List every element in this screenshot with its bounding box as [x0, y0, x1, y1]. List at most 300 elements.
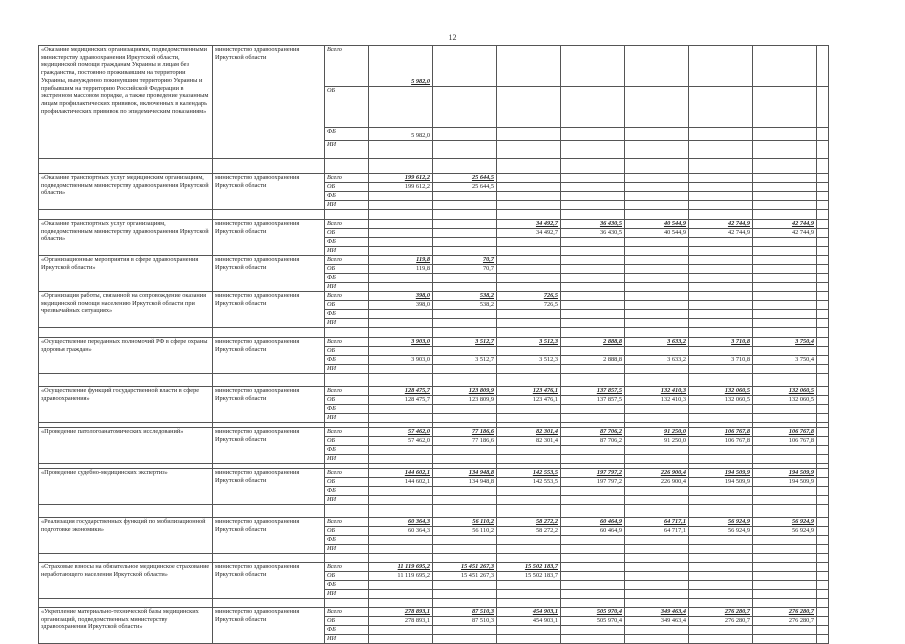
funding-source: ОБ [325, 617, 369, 626]
amount-cell: 197 797,2 [561, 478, 625, 487]
spacer-cell [561, 159, 625, 174]
amount-cell [433, 365, 497, 374]
funding-source: ИИ [325, 414, 369, 423]
funding-source: ИИ [325, 365, 369, 374]
amount-cell [497, 581, 561, 590]
edge-cell [817, 274, 829, 283]
amount-cell [753, 414, 817, 423]
edge-cell [817, 608, 829, 617]
amount-cell [561, 283, 625, 292]
edge-cell [817, 229, 829, 238]
amount-cell [369, 220, 433, 229]
amount-cell: 3 903,0 [369, 338, 433, 347]
amount-cell [753, 192, 817, 201]
spacer-cell [369, 328, 433, 338]
amount-cell: 91 250,0 [625, 428, 689, 437]
amount-cell [433, 46, 497, 87]
amount-cell: 132 060,5 [689, 387, 753, 396]
responsible-organization: министерство здравоохранения Иркутской области [213, 338, 325, 374]
amount-cell [561, 265, 625, 274]
amount-cell [561, 626, 625, 635]
spacer-cell [753, 159, 817, 174]
spacer-cell [433, 505, 497, 518]
amount-cell: 132 060,5 [753, 387, 817, 396]
amount-cell [497, 256, 561, 265]
amount-cell: 82 301,4 [497, 437, 561, 446]
amount-cell: 134 948,8 [433, 478, 497, 487]
spacer-cell [213, 599, 325, 608]
amount-cell [689, 581, 753, 590]
funding-source: Всего [325, 608, 369, 617]
spacer-row [39, 374, 829, 387]
edge-cell [817, 347, 829, 356]
funding-source: Всего [325, 220, 369, 229]
amount-cell [433, 141, 497, 159]
amount-cell [369, 405, 433, 414]
amount-cell [753, 283, 817, 292]
amount-cell [433, 87, 497, 128]
amount-cell [369, 536, 433, 545]
spacer-cell [213, 374, 325, 387]
edge-cell [817, 310, 829, 319]
amount-cell [689, 238, 753, 247]
amount-cell [625, 256, 689, 265]
amount-cell [689, 455, 753, 464]
responsible-organization: министерство здравоохранения Иркутской области [213, 428, 325, 464]
amount-cell [625, 201, 689, 210]
amount-cell [497, 405, 561, 414]
amount-cell: 106 767,8 [689, 437, 753, 446]
amount-cell [625, 347, 689, 356]
amount-cell: 505 970,4 [561, 617, 625, 626]
measure-description: «Осуществление переданных полномочий РФ в сфере охраны здоровья граждан» [39, 338, 213, 374]
amount-cell [561, 405, 625, 414]
responsible-organization: министерство здравоохранения Иркутской области [213, 469, 325, 505]
spacer-cell [561, 554, 625, 563]
spacer-cell [689, 554, 753, 563]
amount-cell [433, 201, 497, 210]
amount-cell [753, 292, 817, 301]
amount-cell [433, 238, 497, 247]
amount-cell [625, 563, 689, 572]
amount-cell: 119,8 [369, 265, 433, 274]
amount-cell [561, 572, 625, 581]
edge-cell [817, 174, 829, 183]
edge-cell [817, 635, 829, 644]
amount-cell: 106 767,8 [753, 428, 817, 437]
measure-description: «Оказание транспортных услуг организациям, подведомственным министерству здравоохранения Иркутской области» [39, 220, 213, 256]
amount-cell [433, 545, 497, 554]
amount-cell [625, 283, 689, 292]
funding-source: ОБ [325, 396, 369, 405]
amount-cell [625, 274, 689, 283]
amount-cell [625, 301, 689, 310]
spacer-cell [39, 374, 213, 387]
amount-cell: 398,0 [369, 292, 433, 301]
spacer-cell [817, 159, 829, 174]
spacer-cell [433, 554, 497, 563]
amount-cell [753, 238, 817, 247]
amount-cell: 3 633,2 [625, 338, 689, 347]
edge-cell [817, 387, 829, 396]
edge-cell [817, 572, 829, 581]
amount-cell [369, 201, 433, 210]
amount-cell: 226 900,4 [625, 469, 689, 478]
amount-cell [561, 174, 625, 183]
amount-cell [561, 310, 625, 319]
amount-cell: 276 280,7 [689, 617, 753, 626]
amount-cell [753, 572, 817, 581]
amount-cell: 70,7 [433, 256, 497, 265]
amount-cell [625, 141, 689, 159]
spacer-row [39, 210, 829, 220]
amount-cell [753, 590, 817, 599]
funding-table [38, 45, 829, 644]
amount-cell [753, 141, 817, 159]
spacer-cell [625, 599, 689, 608]
spacer-cell [561, 599, 625, 608]
spacer-cell [561, 505, 625, 518]
funding-source: Всего [325, 256, 369, 265]
amount-cell [369, 247, 433, 256]
table-row [39, 46, 829, 87]
funding-source: ФБ [325, 238, 369, 247]
amount-cell: 3 633,2 [625, 356, 689, 365]
spacer-cell [325, 599, 369, 608]
amount-cell [753, 201, 817, 210]
amount-cell [369, 192, 433, 201]
amount-cell: 349 463,4 [625, 617, 689, 626]
amount-cell [625, 192, 689, 201]
amount-cell [625, 265, 689, 274]
page-number: 12 [448, 33, 457, 42]
edge-cell [817, 581, 829, 590]
amount-cell [625, 536, 689, 545]
amount-cell [753, 310, 817, 319]
amount-cell [689, 192, 753, 201]
amount-cell [625, 487, 689, 496]
funding-source: Всего [325, 469, 369, 478]
edge-cell [817, 626, 829, 635]
funding-source: Всего [325, 563, 369, 572]
amount-cell [753, 301, 817, 310]
amount-cell: 77 186,6 [433, 437, 497, 446]
amount-cell [689, 292, 753, 301]
spacer-cell [689, 210, 753, 220]
amount-cell: 2 888,8 [561, 356, 625, 365]
amount-cell: 726,5 [497, 292, 561, 301]
amount-cell: 87 706,2 [561, 437, 625, 446]
amount-cell: 538,2 [433, 301, 497, 310]
spacer-cell [433, 210, 497, 220]
edge-cell [817, 87, 829, 128]
amount-cell [753, 405, 817, 414]
funding-source: ФБ [325, 274, 369, 283]
amount-cell [625, 635, 689, 644]
spacer-cell [369, 554, 433, 563]
amount-cell [497, 265, 561, 274]
spacer-cell [561, 374, 625, 387]
spacer-cell [325, 328, 369, 338]
amount-cell [497, 247, 561, 256]
amount-cell [689, 414, 753, 423]
amount-cell [369, 274, 433, 283]
amount-cell: 454 903,1 [497, 608, 561, 617]
amount-cell [433, 319, 497, 328]
funding-source: ИИ [325, 545, 369, 554]
amount-cell: 132 060,5 [689, 396, 753, 405]
funding-source: ИИ [325, 201, 369, 210]
spacer-cell [817, 328, 829, 338]
amount-cell [689, 87, 753, 128]
table-row [39, 292, 829, 301]
spacer-cell [817, 554, 829, 563]
amount-cell: 87 706,2 [561, 428, 625, 437]
funding-source: Всего [325, 174, 369, 183]
amount-cell [753, 455, 817, 464]
spacer-row [39, 554, 829, 563]
spacer-cell [497, 505, 561, 518]
amount-cell [753, 46, 817, 87]
amount-cell [689, 319, 753, 328]
amount-cell: 194 509,9 [753, 469, 817, 478]
spacer-cell [325, 210, 369, 220]
amount-cell [433, 414, 497, 423]
amount-cell [625, 405, 689, 414]
amount-cell: 58 272,2 [497, 527, 561, 536]
edge-cell [817, 128, 829, 141]
spacer-cell [753, 599, 817, 608]
amount-cell: 106 767,8 [689, 428, 753, 437]
amount-cell [497, 283, 561, 292]
amount-cell [369, 365, 433, 374]
spacer-cell [753, 374, 817, 387]
amount-cell [689, 283, 753, 292]
amount-cell: 40 544,9 [625, 220, 689, 229]
spacer-cell [325, 159, 369, 174]
amount-cell: 276 280,7 [753, 608, 817, 617]
responsible-organization: министерство здравоохранения Иркутской области [213, 387, 325, 423]
edge-cell [817, 563, 829, 572]
amount-cell [689, 310, 753, 319]
funding-source: ФБ [325, 446, 369, 455]
spacer-cell [369, 159, 433, 174]
amount-cell [625, 581, 689, 590]
spacer-cell [39, 328, 213, 338]
amount-cell: 2 888,8 [561, 338, 625, 347]
amount-cell [497, 446, 561, 455]
funding-source: ФБ [325, 536, 369, 545]
amount-cell [497, 365, 561, 374]
spacer-cell [369, 599, 433, 608]
spacer-row [39, 159, 829, 174]
amount-cell: 56 110,2 [433, 527, 497, 536]
amount-cell: 3 512,3 [497, 356, 561, 365]
spacer-cell [689, 374, 753, 387]
amount-cell [689, 201, 753, 210]
funding-source: Всего [325, 387, 369, 396]
amount-cell: 36 430,5 [561, 229, 625, 238]
measure-description: «Страховые взносы на обязательное медицинское страхование неработающего населения Иркутской области» [39, 563, 213, 599]
amount-cell [497, 310, 561, 319]
spacer-cell [39, 554, 213, 563]
spacer-cell [753, 554, 817, 563]
amount-cell [497, 487, 561, 496]
amount-cell [689, 141, 753, 159]
spacer-cell [39, 505, 213, 518]
amount-cell [433, 536, 497, 545]
amount-cell [369, 141, 433, 159]
amount-cell: 123 809,9 [433, 387, 497, 396]
amount-cell [753, 274, 817, 283]
amount-cell [497, 626, 561, 635]
edge-cell [817, 428, 829, 437]
amount-cell: 349 463,4 [625, 608, 689, 617]
amount-cell [369, 414, 433, 423]
amount-cell: 5 982,0 [369, 128, 433, 141]
amount-cell [433, 626, 497, 635]
funding-source: ФБ [325, 356, 369, 365]
edge-cell [817, 545, 829, 554]
amount-cell [689, 265, 753, 274]
edge-cell [817, 405, 829, 414]
spacer-cell [561, 328, 625, 338]
table-row [39, 563, 829, 572]
funding-source: ИИ [325, 496, 369, 505]
amount-cell [433, 310, 497, 319]
funding-source: ОБ [325, 229, 369, 238]
amount-cell [753, 536, 817, 545]
amount-cell [689, 365, 753, 374]
measure-description: «Организационные мероприятия в сфере здравоохранения Иркутской области» [39, 256, 213, 292]
amount-cell: 505 970,4 [561, 608, 625, 617]
spacer-cell [625, 210, 689, 220]
amount-cell [753, 496, 817, 505]
spacer-cell [817, 374, 829, 387]
funding-source: ИИ [325, 590, 369, 599]
amount-cell [497, 536, 561, 545]
spacer-cell [497, 599, 561, 608]
amount-cell [689, 46, 753, 87]
amount-cell: 194 509,9 [753, 478, 817, 487]
amount-cell [497, 347, 561, 356]
funding-source: Всего [325, 338, 369, 347]
amount-cell [753, 446, 817, 455]
amount-cell: 25 644,5 [433, 174, 497, 183]
amount-cell [369, 545, 433, 554]
amount-cell [497, 414, 561, 423]
spacer-cell [753, 505, 817, 518]
responsible-organization: министерство здравоохранения Иркутской области [213, 563, 325, 599]
spacer-cell [325, 374, 369, 387]
amount-cell [561, 319, 625, 328]
amount-cell: 144 602,1 [369, 478, 433, 487]
amount-cell: 60 364,3 [369, 527, 433, 536]
amount-cell [689, 256, 753, 265]
amount-cell [753, 545, 817, 554]
amount-cell: 58 272,2 [497, 518, 561, 527]
amount-cell [561, 347, 625, 356]
amount-cell [369, 446, 433, 455]
amount-cell [561, 183, 625, 192]
responsible-organization: министерство здравоохранения Иркутской области [213, 608, 325, 644]
amount-cell: 70,7 [433, 265, 497, 274]
spacer-cell [497, 374, 561, 387]
table-row [39, 608, 829, 617]
amount-cell [433, 229, 497, 238]
amount-cell [753, 319, 817, 328]
amount-cell [369, 310, 433, 319]
amount-cell [561, 455, 625, 464]
edge-cell [817, 527, 829, 536]
amount-cell [689, 496, 753, 505]
amount-cell: 36 430,5 [561, 220, 625, 229]
spacer-cell [625, 554, 689, 563]
funding-source: Всего [325, 292, 369, 301]
spacer-cell [689, 328, 753, 338]
amount-cell [753, 265, 817, 274]
amount-cell [561, 545, 625, 554]
amount-cell: 56 924,9 [689, 527, 753, 536]
funding-source: ИИ [325, 247, 369, 256]
amount-cell [753, 247, 817, 256]
amount-cell [561, 201, 625, 210]
edge-cell [817, 319, 829, 328]
funding-source: ОБ [325, 437, 369, 446]
spacer-cell [625, 159, 689, 174]
edge-cell [817, 283, 829, 292]
amount-cell: 144 602,1 [369, 469, 433, 478]
funding-source: ФБ [325, 310, 369, 319]
spacer-cell [497, 159, 561, 174]
amount-cell: 60 464,9 [561, 527, 625, 536]
amount-cell: 106 767,8 [753, 437, 817, 446]
amount-cell [561, 292, 625, 301]
amount-cell: 40 544,9 [625, 229, 689, 238]
spacer-row [39, 328, 829, 338]
amount-cell [625, 545, 689, 554]
amount-cell [561, 635, 625, 644]
spacer-cell [369, 505, 433, 518]
spacer-cell [325, 554, 369, 563]
amount-cell: 199 612,2 [369, 174, 433, 183]
amount-cell: 15 451 267,3 [433, 572, 497, 581]
amount-cell [433, 347, 497, 356]
funding-source: ОБ [325, 478, 369, 487]
amount-cell: 132 410,3 [625, 396, 689, 405]
funding-source: ОБ [325, 265, 369, 274]
amount-cell [689, 446, 753, 455]
amount-cell [689, 247, 753, 256]
measure-description: «Оказание медицинских организациями, подведомственными министерству здравоохранения Иркутской области, медицинской помощи гражданам Украины и лицам без гражданства, постоянно проживавшим на территории Украины, вынужденно покинувшим территорию Украины и прибывшим на территорию Российской Федерации в экстренном массовом порядке, а также проведение указанным лицам профилактических прививок, включенных в календарь профилактических прививок по эпидемическим показаниям» [39, 46, 213, 159]
spacer-cell [39, 599, 213, 608]
spacer-cell [689, 599, 753, 608]
amount-cell [369, 87, 433, 128]
spacer-cell [497, 554, 561, 563]
amount-cell [625, 292, 689, 301]
amount-cell [689, 301, 753, 310]
amount-cell [561, 247, 625, 256]
amount-cell [753, 487, 817, 496]
spacer-cell [325, 505, 369, 518]
amount-cell: 11 119 695,2 [369, 572, 433, 581]
table-row [39, 338, 829, 347]
amount-cell [369, 238, 433, 247]
edge-cell [817, 617, 829, 626]
measure-description: «Укрепление материально-технической базы медицинских организаций, подведомственных министерству здравоохранения Иркутской области» [39, 608, 213, 644]
amount-cell [561, 274, 625, 283]
funding-source: ФБ [325, 626, 369, 635]
